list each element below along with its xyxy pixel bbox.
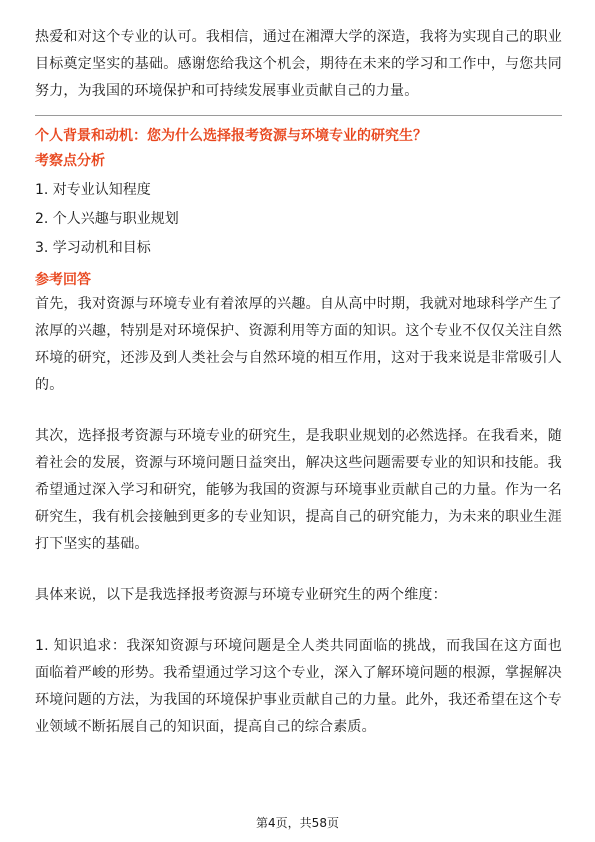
intro-paragraph: 热爱和对这个专业的认可。我相信，通过在湘潭大学的深造，我将为实现自己的职业目标奠定坚实的基础。感谢您给我这个机会，期待在未来的学习和工作中，与您共同努力，为我国的环境保护和可持续发展事业贡献自己的力量。 (35, 29, 562, 99)
paragraph-gap (35, 399, 562, 423)
question-title: 个人背景和动机：您为什么选择报考资源与环境专业的研究生？ (35, 128, 427, 144)
answer-paragraph: 首先，我对资源与环境专业有着浓厚的兴趣。自从高中时期，我就对地球科学产生了浓厚的兴趣，特别是对环境保护、资源利用等方面的知识。这个专业不仅仅关注自然环境的研究，还涉及到人类社会与自然环境的相互作用，这对于我来说是非常吸引人的。 (35, 296, 562, 393)
section-divider (35, 115, 562, 116)
paragraph-gap (35, 609, 562, 633)
analysis-item: 2. 个人兴趣与职业规划 (35, 211, 179, 227)
answer-paragraph: 其次，选择报考资源与环境专业的研究生，是我职业规划的必然选择。在我看来，随着社会的发展，资源与环境问题日益突出，解决这些问题需要专业的知识和技能。我希望通过深入学习和研究，能够为我国的资源与环境事业贡献自己的力量。作为一名研究生，我有机会接触到更多的专业知识，提高自己的研究能力，为未来的职业生涯打下坚实的基础。 (35, 428, 562, 552)
answer-paragraph: 1. 知识追求：我深知资源与环境问题是全人类共同面临的挑战，而我国在这方面也面临着严峻的形势。我希望通过学习这个专业，深入了解环境问题的根源，掌握解决环境问题的方法，为我国的环境保护事业贡献自己的力量。此外，我还希望在这个专业领域不断拓展自己的知识面，提高自己的综合素质。 (35, 638, 562, 735)
page-number: 第4页，共58页 (256, 816, 339, 830)
answer-paragraph: 具体来说，以下是我选择报考资源与环境专业研究生的两个维度： (35, 587, 447, 603)
paragraph-gap (35, 558, 562, 582)
analysis-item: 3. 学习动机和目标 (35, 240, 151, 256)
analysis-item: 1. 对专业认知程度 (35, 182, 151, 198)
analysis-heading: 考察点分析 (35, 153, 105, 169)
analysis-list (35, 176, 562, 263)
page-content (35, 24, 562, 741)
answer-heading: 参考回答 (35, 272, 91, 288)
